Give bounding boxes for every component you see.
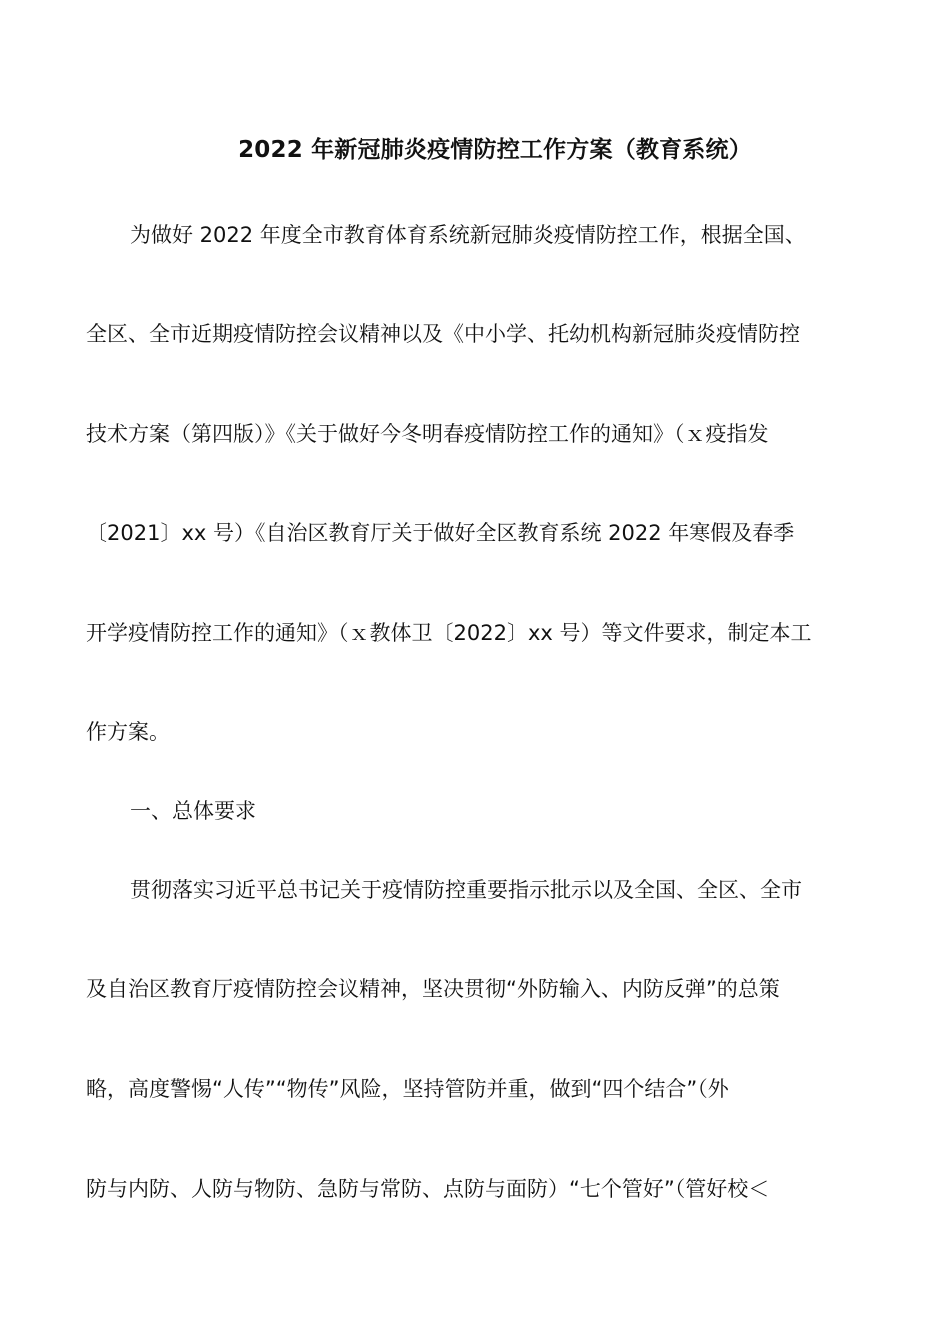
paragraph-line: 〔2021〕xx 号）《自治区教育厅关于做好全区教育系统 2022 年寒假及春季 xyxy=(86,521,795,545)
section-heading: 一、总体要求 xyxy=(130,799,256,823)
paragraph-line: 贯彻落实习近平总书记关于疫情防控重要指示批示以及全国、全区、全市 xyxy=(130,878,802,902)
document-title: 2022 年新冠肺炎疫情防控工作方案（教育系统） xyxy=(238,137,752,163)
paragraph-line: 开学疫情防控工作的通知》（ｘ教体卫〔2022〕xx 号）等文件要求，制定本工 xyxy=(86,621,812,645)
paragraph-line: 及自治区教育厅疫情防控会议精神，坚决贯彻“外防输入、内防反弹”的总策 xyxy=(86,977,780,1001)
paragraph-line: 作方案。 xyxy=(86,720,170,744)
paragraph-line: 为做好 2022 年度全市教育体育系统新冠肺炎疫情防控工作，根据全国、 xyxy=(130,223,806,247)
paragraph-line: 技术方案（第四版）》《关于做好今冬明春疫情防控工作的通知》（ｘ疫指发 xyxy=(86,422,769,446)
paragraph-line: 全区、全市近期疫情防控会议精神以及《中小学、托幼机构新冠肺炎疫情防控 xyxy=(86,322,800,346)
paragraph-line: 防与内防、人防与物防、急防与常防、点防与面防）“七个管好”（管好校＜ xyxy=(86,1177,770,1201)
paragraph-line: 略，高度警惕“人传”“物传”风险，坚持管防并重，做到“四个结合”（外 xyxy=(86,1077,729,1101)
